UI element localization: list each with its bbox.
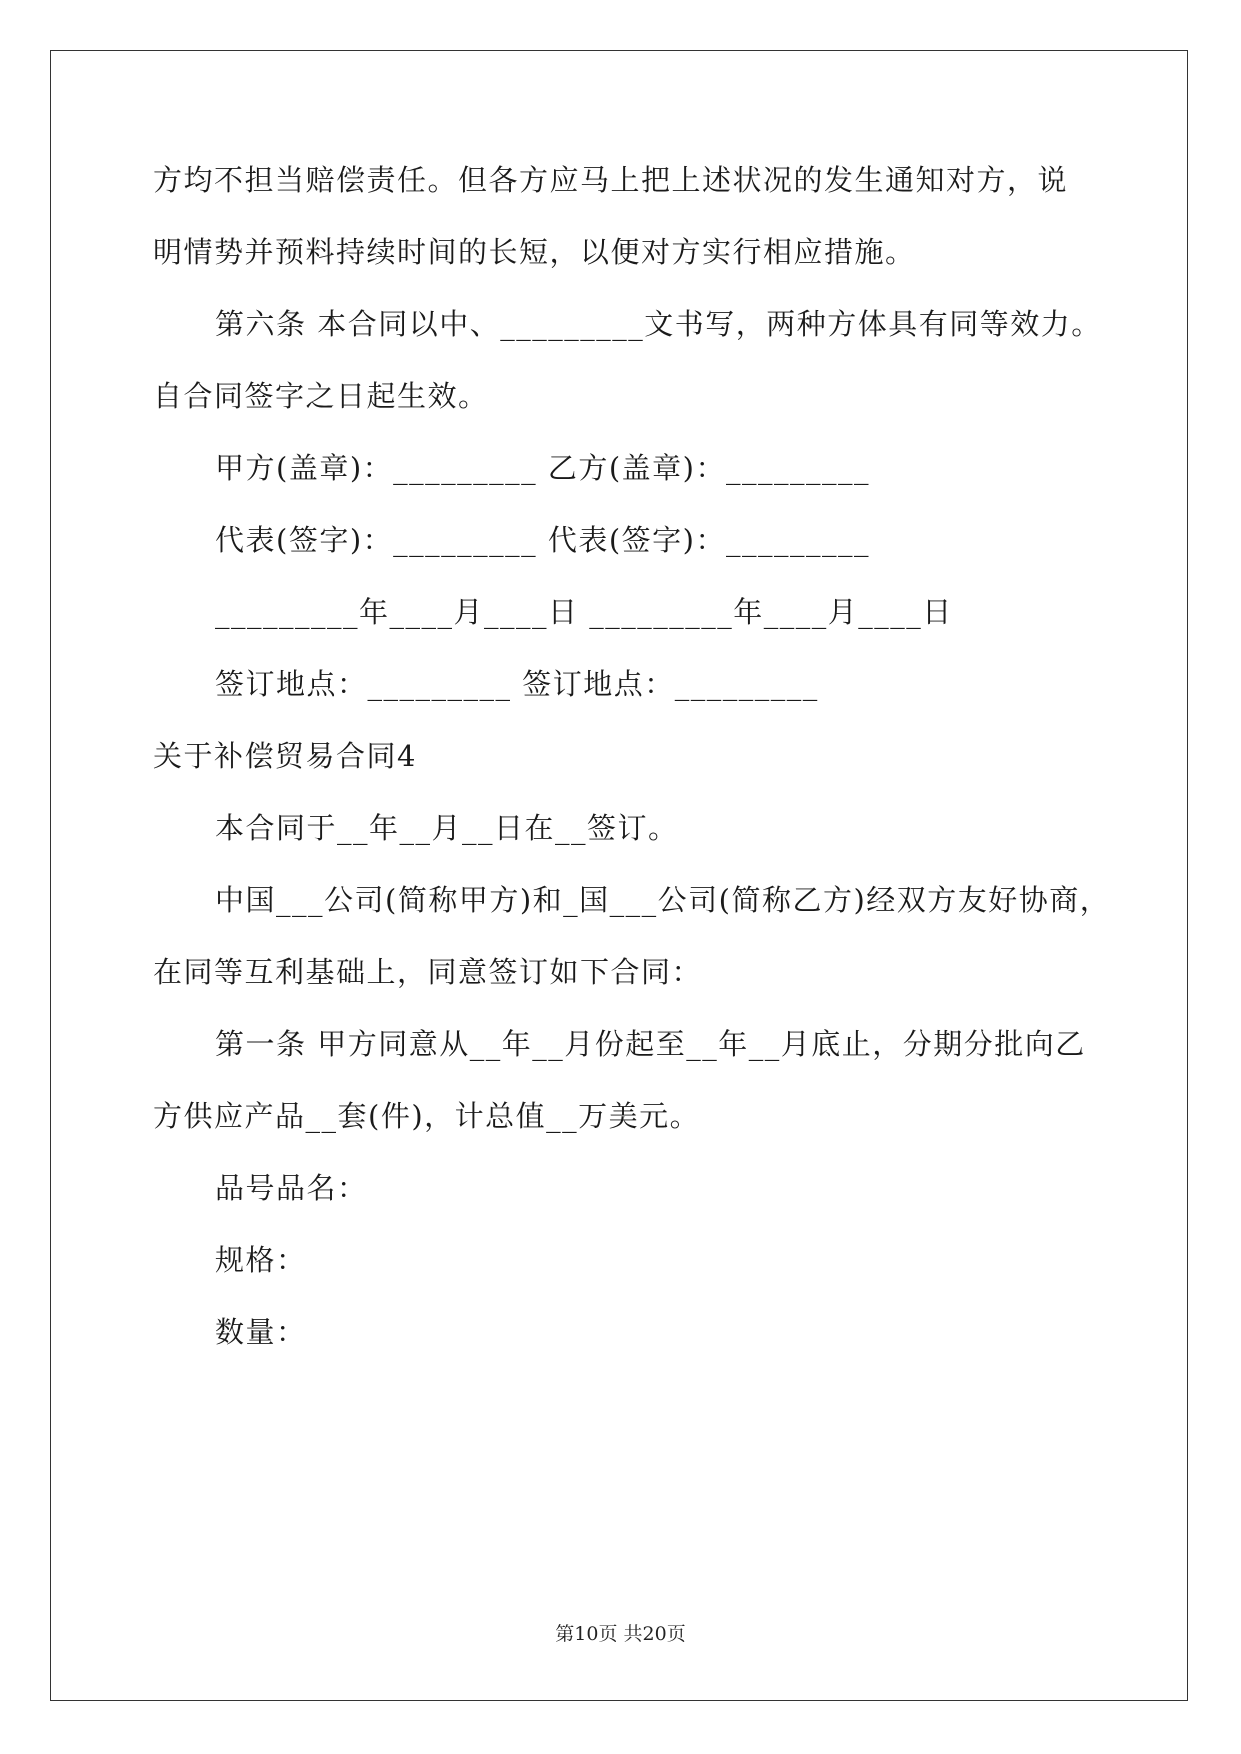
date-line: _________年____月____日 _________年____月____日 — [215, 595, 953, 629]
page-number-footer: 第10页 共20页 — [555, 1623, 686, 1645]
paragraph-line: 方供应产品__套(件)，计总值__万美元。 — [153, 1099, 701, 1133]
paragraph-line: 本合同于__年__月__日在__签订。 — [215, 811, 679, 845]
paragraph-line: 中国___公司(简称甲方)和_国___公司(简称乙方)经双方友好协商， — [215, 883, 1111, 917]
quantity-label: 数量： — [215, 1315, 307, 1349]
paragraph-line: 自合同签字之日起生效。 — [153, 379, 489, 413]
article-six-line: 第六条 本合同以中、_________文书写，两种方体具有同等效力。 — [215, 307, 1102, 341]
party-seal-line: 甲方(盖章)：_________ 乙方(盖章)：_________ — [215, 451, 870, 485]
representative-signature-line: 代表(签字)：_________ 代表(签字)：_________ — [215, 523, 870, 557]
paragraph-line: 明情势并预料持续时间的长短，以便对方实行相应措施。 — [153, 235, 916, 269]
section-heading: 关于补偿贸易合同4 — [153, 739, 417, 773]
product-name-label: 品号品名： — [215, 1171, 368, 1205]
page-border — [50, 50, 1188, 1701]
signing-place-line: 签订地点：_________ 签订地点：_________ — [215, 667, 819, 701]
article-one-line: 第一条 甲方同意从__年__月份起至__年__月底止，分期分批向乙 — [215, 1027, 1086, 1061]
paragraph-line: 在同等互利基础上，同意签订如下合同： — [153, 955, 703, 989]
specification-label: 规格： — [215, 1243, 307, 1277]
paragraph-line: 方均不担当赔偿责任。但各方应马上把上述状况的发生通知对方，说 — [153, 163, 1069, 197]
